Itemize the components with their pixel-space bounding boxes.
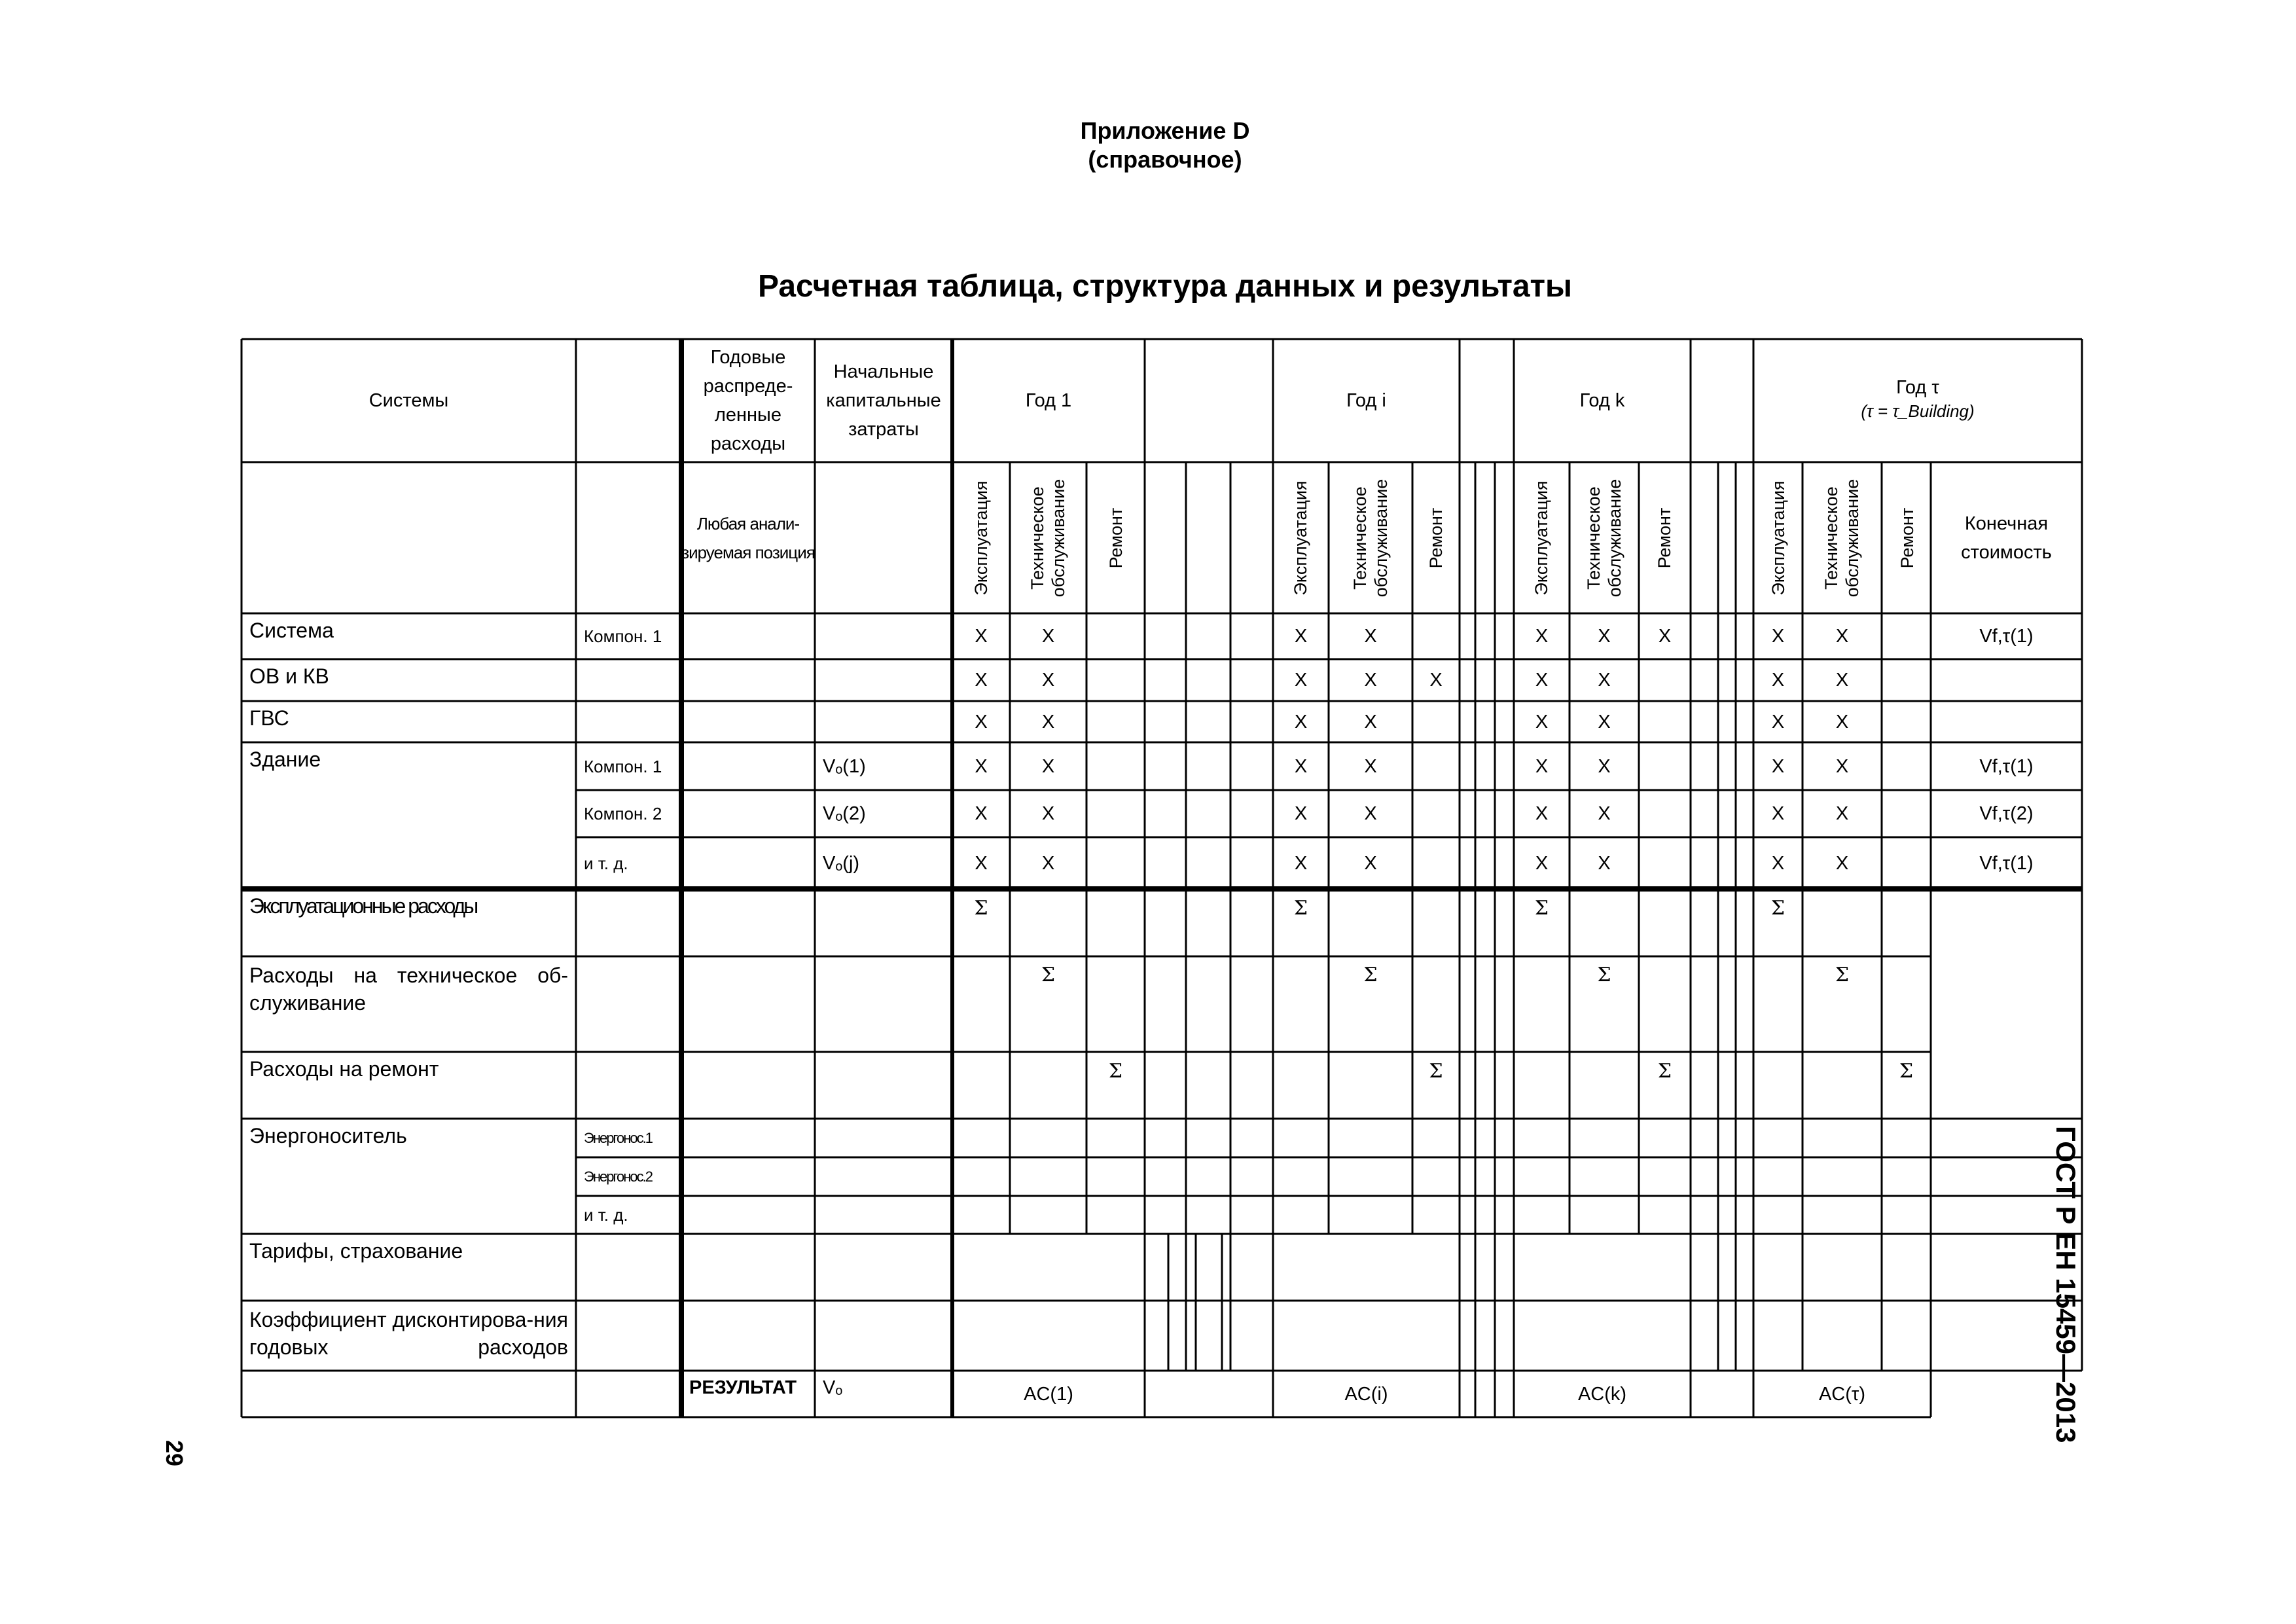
annual-cost-year-1: AC(1) [1024, 1383, 1073, 1405]
x-mark: X [1294, 711, 1308, 732]
x-mark: X [1535, 670, 1549, 691]
header-year-k: Год k [1579, 390, 1625, 411]
sigma-sum: Σ [1363, 964, 1378, 986]
row-building: Здание [249, 748, 321, 771]
subheader-repair-y1: Ремонт [1106, 507, 1126, 569]
header-final-cost: Конечная стоимость [1961, 513, 2052, 563]
maintenance-line2: обслуживание [1842, 478, 1862, 598]
final-cost-etc: Vf,τ(1) [1979, 852, 2034, 874]
header-year-i: Год i [1346, 390, 1386, 411]
x-mark: X [1294, 670, 1308, 691]
header-year-tau [1753, 339, 2082, 462]
subheader-repair-yt: Ремонт [1897, 507, 1917, 569]
x-mark: X [1535, 711, 1549, 732]
x-mark: X [1598, 852, 1611, 874]
sigma-sum: Σ [974, 897, 988, 920]
maintenance-line2: обслуживание [1371, 478, 1391, 598]
x-mark: X [1294, 803, 1308, 824]
x-mark: X [1364, 852, 1377, 874]
x-mark: X [1294, 626, 1308, 647]
sigma-sum: Σ [1770, 897, 1785, 920]
x-mark: X [1835, 852, 1849, 874]
row-energy-2: Энергонос.2 [584, 1168, 652, 1185]
x-mark: X [1041, 755, 1055, 777]
x-mark: X [975, 755, 988, 777]
maintenance-line1: Техническое [1350, 486, 1370, 590]
final-cost-system: Vf,τ(1) [1979, 626, 2034, 647]
final-cost-comp1: Vf,τ(1) [1979, 755, 2034, 777]
x-mark: X [1294, 852, 1308, 874]
x-mark: X [975, 626, 988, 647]
subheader-repair-yk: Ремонт [1655, 507, 1674, 569]
subheader-repair-yi: Ремонт [1426, 507, 1446, 569]
appendix-type: (справочное) [1088, 146, 1242, 173]
row-building-etc: и т. д. [584, 853, 628, 873]
x-mark: X [1598, 755, 1611, 777]
year-tau-label: Год τ [1896, 377, 1939, 398]
x-mark: X [1835, 755, 1849, 777]
x-mark: X [1041, 670, 1055, 691]
row-repair-costs: Расходы на ремонт [249, 1057, 439, 1081]
initial-cost-etc: Vₒ(j) [823, 852, 860, 874]
sigma-sum: Σ [1899, 1060, 1914, 1083]
row-energy-etc: и т. д. [584, 1205, 628, 1225]
annual-cost-year-tau: AC(τ) [1818, 1383, 1866, 1405]
header-systems: Системы [368, 390, 449, 411]
result-label: РЕЗУЛЬТАТ [689, 1377, 797, 1398]
x-mark: X [1429, 670, 1443, 691]
row-maint-costs: Расходы на техническое об-служивание [249, 964, 568, 1015]
annual-cost-year-i: AC(i) [1344, 1383, 1388, 1405]
year-tau-definition: (τ = τ_Building) [1861, 401, 1975, 421]
x-mark: X [1535, 755, 1549, 777]
subheader-operation-yt: Эксплуатация [1768, 480, 1788, 596]
subheader-maintenance-yk [1583, 476, 1625, 600]
sigma-sum: Σ [1534, 897, 1549, 920]
x-mark: X [1771, 803, 1785, 824]
x-mark: X [1771, 852, 1785, 874]
x-mark: X [1771, 626, 1785, 647]
initial-cost-comp2: Vₒ(2) [823, 803, 866, 824]
x-mark: X [975, 852, 988, 874]
subheader-maintenance-y1 [1027, 476, 1069, 600]
subheader-operation-yk: Эксплуатация [1532, 480, 1551, 596]
subheader-operation-yi: Эксплуатация [1291, 480, 1310, 596]
sigma-sum: Σ [1293, 897, 1308, 920]
x-mark: X [1835, 670, 1849, 691]
x-mark: X [1041, 711, 1055, 732]
header-initial-costs: Начальные капитальные затраты [826, 361, 941, 440]
x-mark: X [975, 670, 988, 691]
x-mark: X [1535, 803, 1549, 824]
x-mark: X [1771, 670, 1785, 691]
x-mark: X [1598, 626, 1611, 647]
x-mark: X [1598, 803, 1611, 824]
row-system: Система [249, 619, 334, 642]
row-discount-factor: Коэффициент дисконтирова-ния годовых расходов [249, 1308, 568, 1359]
x-mark: X [1771, 711, 1785, 732]
row-dhw: ГВС [249, 706, 289, 730]
x-mark: X [1598, 711, 1611, 732]
sigma-sum: Σ [1597, 964, 1611, 986]
row-op-costs: Эксплуатационные расходы [249, 894, 477, 918]
sigma-sum: Σ [1657, 1060, 1672, 1083]
x-mark: X [1658, 626, 1672, 647]
initial-cost-total: Vₒ [823, 1377, 843, 1398]
x-mark: X [1598, 670, 1611, 691]
subheader-operation-y1: Эксплуатация [971, 480, 991, 596]
x-mark: X [1835, 626, 1849, 647]
maintenance-line2: обслуживание [1605, 478, 1624, 598]
x-mark: X [1364, 755, 1377, 777]
x-mark: X [1364, 626, 1377, 647]
header-any-position: Любая анали-зируемая позиция [681, 513, 815, 562]
x-mark: X [1294, 755, 1308, 777]
header-year-1: Год 1 [1025, 390, 1072, 411]
x-mark: X [1041, 626, 1055, 647]
x-mark: X [1771, 755, 1785, 777]
x-mark: X [975, 711, 988, 732]
annual-cost-year-k: AC(k) [1577, 1383, 1627, 1405]
header-annual-costs: Годовые распреде-ленные расходы [703, 347, 793, 454]
table-title: Расчетная таблица, структура данных и результаты [757, 269, 1573, 304]
page-number: 29 [161, 1440, 188, 1467]
row-building-comp2: Компон. 2 [584, 804, 662, 823]
subheader-maintenance-yi [1350, 476, 1391, 600]
maintenance-line1: Техническое [1028, 486, 1047, 590]
maintenance-line2: обслуживание [1049, 478, 1068, 598]
row-energy-1: Энергонос.1 [584, 1129, 652, 1146]
x-mark: X [1364, 711, 1377, 732]
sigma-sum: Σ [1429, 1060, 1443, 1083]
initial-cost-comp1: Vₒ(1) [823, 755, 866, 777]
x-mark: X [1041, 852, 1055, 874]
maintenance-line1: Техническое [1584, 486, 1604, 590]
row-tariffs: Тарифы, страхование [249, 1239, 463, 1263]
row-building-comp1: Компон. 1 [584, 756, 662, 776]
row-hvac: ОВ и КВ [249, 664, 329, 688]
final-cost-comp2: Vf,τ(2) [1979, 803, 2034, 824]
row-energy-carrier: Энергоноситель [249, 1124, 407, 1147]
x-mark: X [1835, 803, 1849, 824]
sigma-sum: Σ [1108, 1060, 1123, 1083]
maintenance-line1: Техническое [1821, 486, 1841, 590]
x-mark: X [1835, 711, 1849, 732]
row-system-comp1: Компон. 1 [584, 626, 662, 646]
subheader-maintenance-yt [1821, 476, 1863, 600]
x-mark: X [1535, 852, 1549, 874]
sigma-sum: Σ [1041, 964, 1056, 986]
x-mark: X [1535, 626, 1549, 647]
appendix-label: Приложение D [1080, 117, 1250, 144]
x-mark: X [1041, 803, 1055, 824]
x-mark: X [975, 803, 988, 824]
x-mark: X [1364, 670, 1377, 691]
sigma-sum: Σ [1835, 964, 1850, 986]
x-mark: X [1364, 803, 1377, 824]
standard-designation: ГОСТ Р ЕН 15459—2013 [2051, 1126, 2081, 1443]
